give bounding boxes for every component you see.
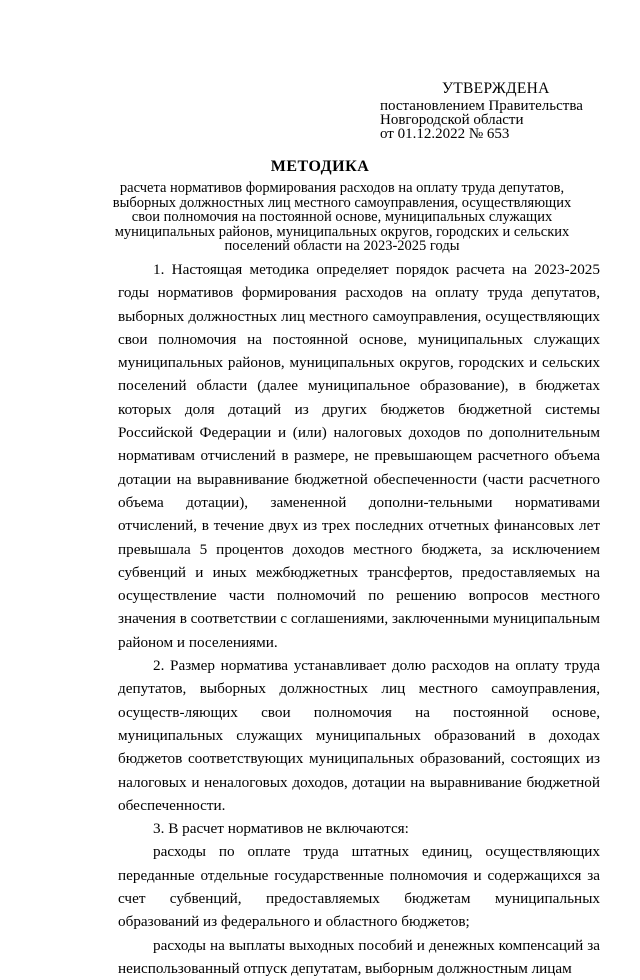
paragraph: 1. Настоящая методика определяет порядок расчета на 2023-2025 годы нормативов формирования расходов на оплату труда депутатов, выборных должностных лиц местного самоуправления, осуществляющих свои полномочия на постоянной основе, муниципальных служащих муниципальных районов, муниципальных округов, городских и сельских поселений области (далее муниципальное образование), в бюджетах которых доля дотаций из других бюджетов бюджетной системы Российской Федерации и (или) налоговых доходов по дополнительным нормативам отчислений в размере, не превышающем расчетного объема дотации на выравнивание бюджетной обеспеченности (части расчетного объема дотации), замененной дополни-тельными нормативами отчислений, в течение двух из трех последних отчетных финансовых лет превышала 5 процентов доходов местного бюджета, за исключением субвенций и иных межбюджетных трансфертов, предоставляемых на осуществление части полномочий по решению вопросов местного значения в соответствии с соглашениями, заключенными муниципальным районом и поселениями. xyxy=(118,261,600,651)
approval-block xyxy=(380,80,630,141)
paragraph: расходы на выплаты выходных пособий и денежных компенсаций за неиспользованный отпуск депутатам, выборным должностным лицам xyxy=(118,936,600,977)
approval-line: Новгородской области xyxy=(380,112,524,128)
paragraph: 2. Размер норматива устанавливает долю расходов на оплату труда депутатов, выборных должностных лиц местного самоуправления, осуществ-ляющих свои полномочия на постоянной основе, муниципальных служащих муниципальных образований в доходах бюджетов соответствующих муниципальных образований, состоящих из налоговых и неналоговых доходов, дотации на выравнивание бюджетной обеспеченности. xyxy=(118,657,600,814)
paragraph: 3. В расчет нормативов не включаются: xyxy=(153,820,409,838)
document-subtitle: расчета нормативов формирования расходов на оплату труда депутатов, выборных должностных лиц местного самоуправления, осуществляющих свои полномочия на постоянной основе, муниципальных служащих муниципальных районов, муниципальных округов, городских и сельских поселений области на 2023-2025 годы xyxy=(112,180,572,254)
document-title: МЕТОДИКА xyxy=(270,158,370,175)
approval-line: от 01.12.2022 № 653 xyxy=(380,126,510,142)
approval-title: УТВЕРЖДЕНА xyxy=(442,80,550,97)
document-body xyxy=(118,258,600,980)
approval-line: постановлением Правительства xyxy=(380,98,583,114)
paragraph: расходы по оплате труда штатных единиц, осуществляющих переданные отдельные государственные полномочия и содержащихся за счет субвенций, предоставляемых бюджетам муниципальных образований из федерального и областного бюджетов; xyxy=(118,843,600,931)
